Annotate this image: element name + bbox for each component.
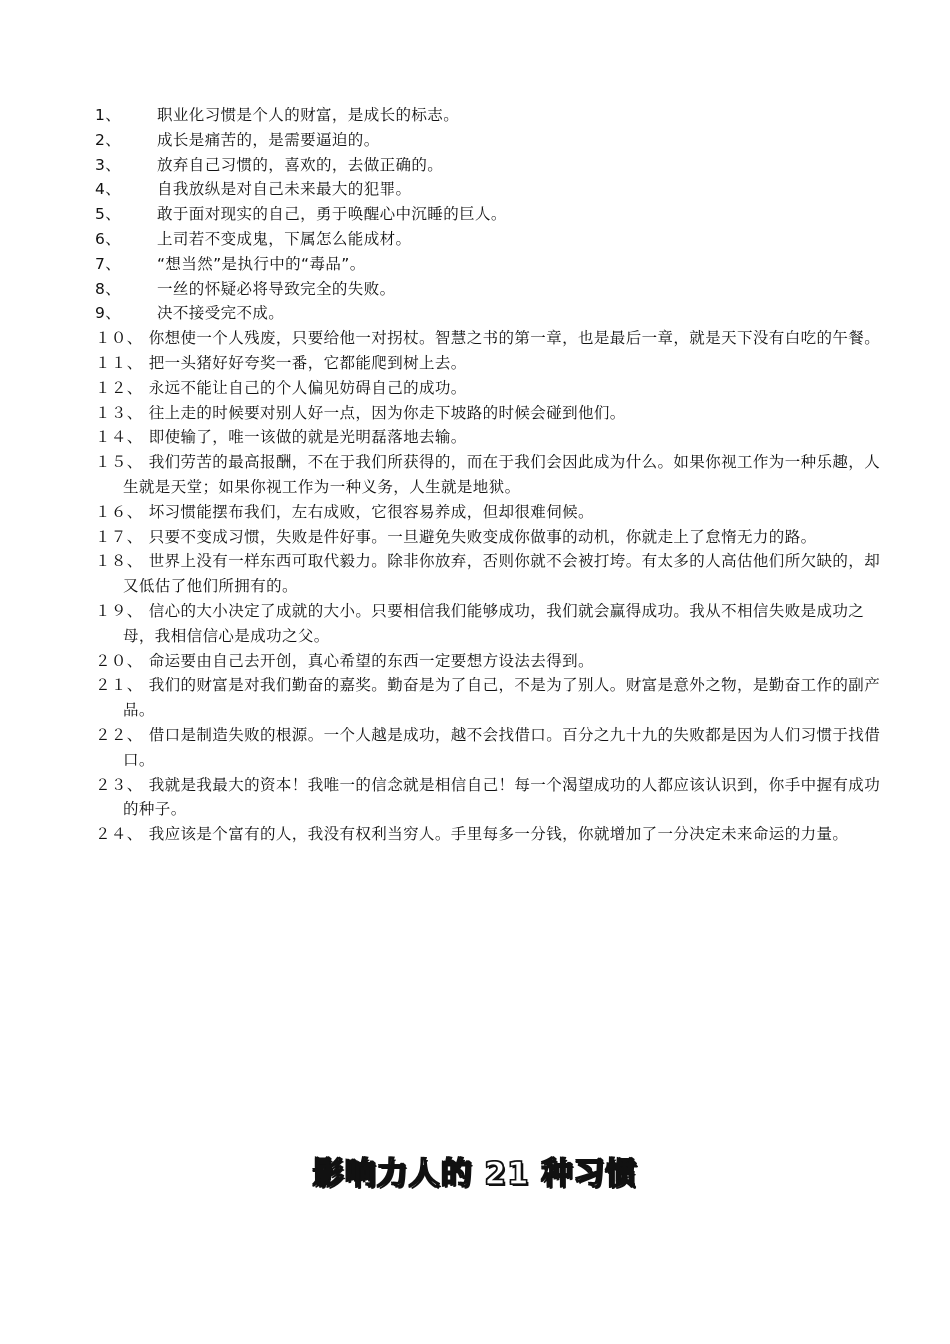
item-text: 命运要由自己去开创，真心希望的东西一定要想方设法去得到。 [148,651,594,670]
item-number: 9、 [95,304,122,323]
item-number: 3、 [95,155,122,174]
list-item [95,401,885,426]
item-text: 敢于面对现实的自己，勇于唤醒心中沉睡的巨人。 [157,205,507,224]
item-number: ２０、 [95,651,143,670]
list-item [95,500,885,525]
list-item [95,549,885,599]
list-item [95,252,885,277]
habit-list [95,103,885,847]
list-item [95,326,885,351]
item-text: 永远不能让自己的个人偏见妨碍自己的成功。 [148,378,467,397]
item-text: 世界上没有一样东西可取代毅力。除非你放弃，否则你就不会被打垮。有太多的人高估他们所欠缺的，却又低估了他们所拥有的。 [123,552,881,596]
list-item [95,351,885,376]
list-item [95,277,885,302]
item-number: 5、 [95,205,122,224]
item-text: 上司若不变成鬼，下属怎么能成材。 [157,229,412,248]
list-item [95,599,885,649]
list-item [95,773,885,823]
list-item [95,153,885,178]
item-number: 7、 [95,254,122,273]
item-number: 4、 [95,180,122,199]
list-item [95,376,885,401]
item-text: 你想使一个人残废，只要给他一对拐杖。智慧之书的第一章，也是最后一章，就是天下没有白吃的午餐。 [148,329,881,348]
item-text: 把一头猪好好夸奖一番，它都能爬到树上去。 [148,353,467,372]
item-number: 1、 [95,106,122,124]
item-text: 我就是我最大的资本！我唯一的信念就是相信自己！每一个渴望成功的人都应该认识到，你手中握有成功的种子。 [123,775,881,819]
list-item [95,822,885,847]
list-item [95,128,885,153]
item-number: ２４、 [95,825,143,844]
item-number: １６、 [95,502,143,521]
section-title: 影响力人的 21 种习惯 [312,1156,638,1192]
item-text: 放弃自己习惯的，喜欢的，去做正确的。 [157,155,444,174]
item-number: １８、 [95,552,143,571]
list-item [95,649,885,674]
item-number: ２３、 [95,775,143,794]
list-item [95,425,885,450]
item-text: 我们劳苦的最高报酬，不在于我们所获得的，而在于我们会因此成为什么。如果你视工作为一种乐趣，人生就是天堂；如果你视工作为一种义务，人生就是地狱。 [123,453,881,496]
item-number: １０、 [95,329,143,348]
item-number: ２１、 [95,676,143,695]
item-text: 只要不变成习惯，失败是件好事。一旦避免失败变成你做事的动机，你就走上了怠惰无力的路。 [148,527,817,546]
item-number: １１、 [95,353,143,372]
item-text: 自我放纵是对自己未来最大的犯罪。 [157,180,412,199]
item-text: 一丝的怀疑必将导致完全的失败。 [157,279,396,298]
item-text: 职业化习惯是个人的财富，是成长的标志。 [157,106,460,124]
item-number: 8、 [95,279,122,298]
item-text: 我们的财富是对我们勤奋的嘉奖。勤奋是为了自己，不是为了别人。财富是意外之物，是勤奋工作的副产品。 [123,676,881,720]
list-item [95,103,885,128]
item-number: １７、 [95,527,143,546]
item-text: 成长是痛苦的，是需要逼迫的。 [157,130,380,149]
item-text: “想当然”是执行中的“毒品”。 [157,254,366,273]
list-item [95,673,885,723]
list-item [95,202,885,227]
item-number: 2、 [95,130,122,149]
item-number: １４、 [95,428,143,447]
item-text: 借口是制造失败的根源。一个人越是成功，越不会找借口。百分之九十九的失败都是因为人们习惯于找借口。 [123,725,881,769]
item-text: 我应该是个富有的人，我没有权利当穷人。手里每多一分钱，你就增加了一分决定未来命运的力量。 [148,825,849,844]
item-number: １２、 [95,378,143,397]
list-item [95,227,885,252]
item-text: 信心的大小决定了成就的大小。只要相信我们能够成功，我们就会赢得成功。我从不相信失败是成功之母，我相信信心是成功之父。 [123,601,865,645]
item-number: １９、 [95,601,143,620]
item-text: 决不接受完不成。 [157,304,285,323]
item-number: 6、 [95,229,122,248]
item-number: １５、 [95,453,143,472]
list-item [95,723,885,773]
item-text: 坏习惯能摆布我们，左右成败，它很容易养成，但却很难伺候。 [148,502,594,521]
list-item [95,450,885,500]
item-text: 往上走的时候要对别人好一点，因为你走下坡路的时候会碰到他们。 [148,403,626,422]
list-item [95,525,885,550]
item-text: 即使输了，唯一该做的就是光明磊落地去输。 [148,428,467,447]
item-number: １３、 [95,403,143,422]
item-number: ２２、 [95,725,143,744]
list-item [95,301,885,326]
list-item [95,177,885,202]
